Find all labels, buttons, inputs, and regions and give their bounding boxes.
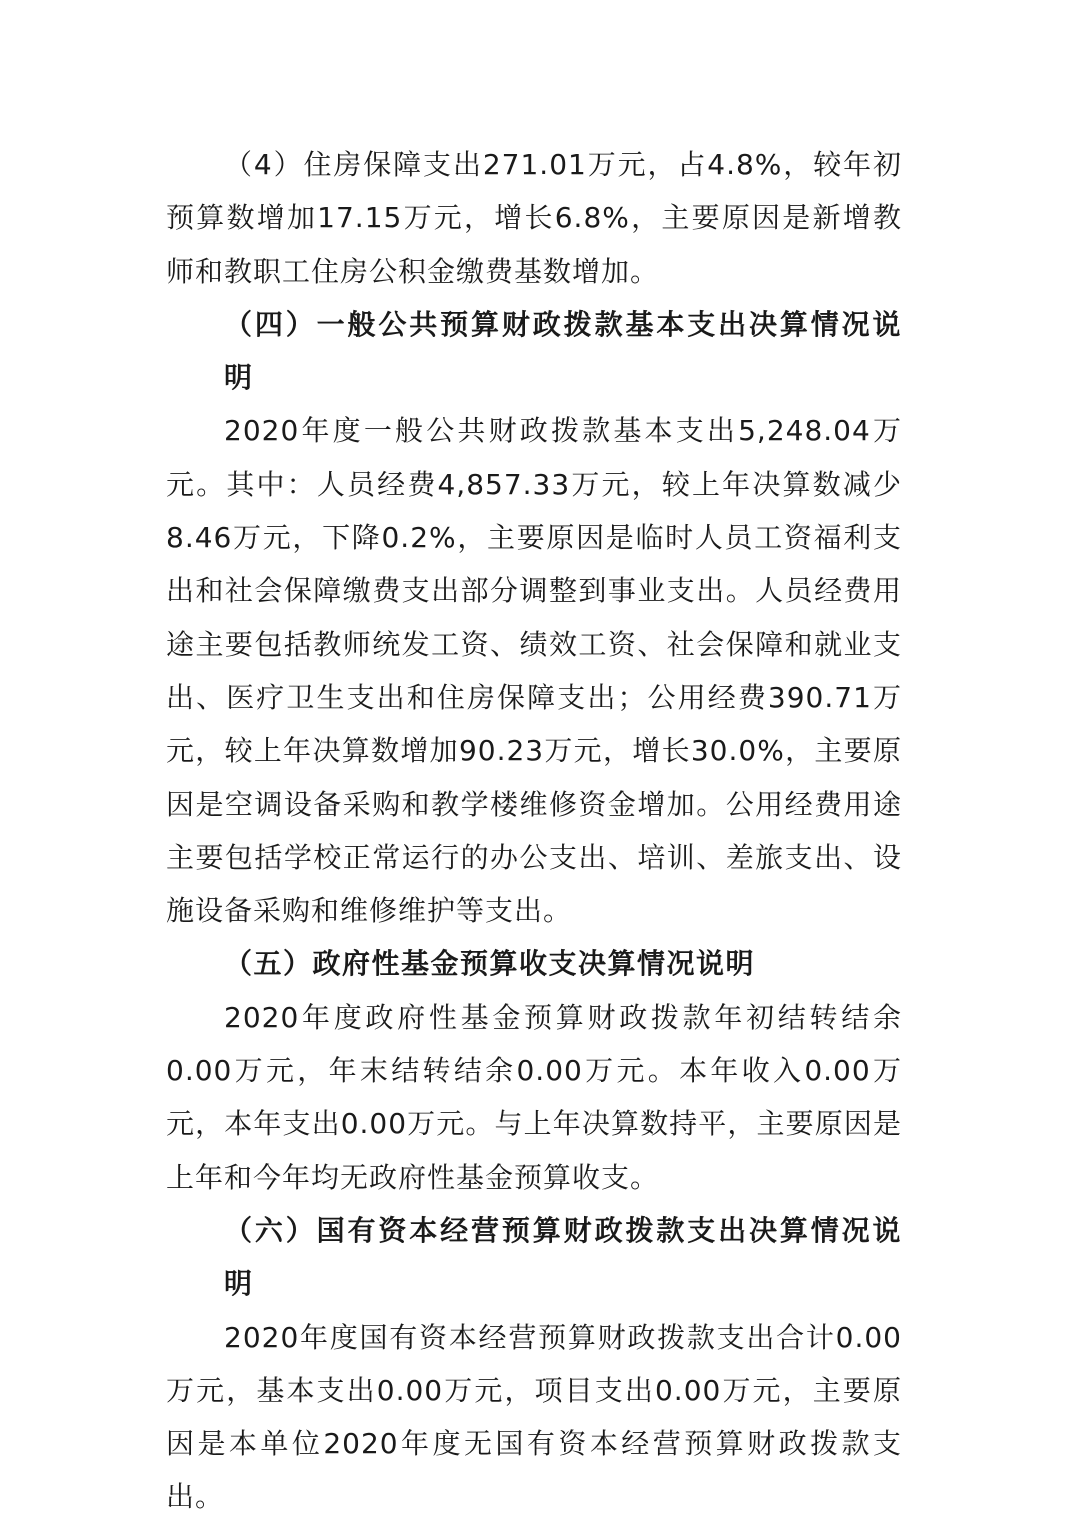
paragraph-state-capital: 2020年度国有资本经营预算财政拨款支出合计0.00万元，基本支出0.00万元，项目支出0.00万元，主要原因是本单位2020年度无国有资本经营预算财政拨款支出。 bbox=[166, 1320, 902, 1514]
section-heading-basic-expenditure: （四）一般公共预算财政拨款基本支出决算情况说明 bbox=[224, 307, 902, 395]
section-heading-government-fund: （五）政府性基金预算收支决算情况说明 bbox=[224, 947, 756, 981]
document-body bbox=[166, 138, 902, 1524]
paragraph-housing-expenditure: （4）住房保障支出271.01万元，占4.8%，较年初预算数增加17.15万元，增长6.8%，主要原因是新增教师和教职工住房公积金缴费基数增加。 bbox=[166, 148, 902, 288]
paragraph-government-fund: 2020年度政府性基金预算财政拨款年初结转结余0.00万元，年末结转结余0.00万元。本年收入0.00万元，本年支出0.00万元。与上年决算数持平，主要原因是上年和今年均无政府性基金预算收支。 bbox=[166, 1000, 902, 1194]
section-heading-state-capital: （六）国有资本经营预算财政拨款支出决算情况说明 bbox=[224, 1213, 902, 1301]
paragraph-basic-expenditure: 2020年度一般公共财政拨款基本支出5,248.04万元。其中：人员经费4,857.33万元，较上年决算数减少8.46万元，下降0.2%，主要原因是临时人员工资福利支出和社会保障缴费支出部分调整到事业支出。人员经费用途主要包括教师统发工资、绩效工资、社会保障和就业支出、医疗卫生支出和住房保障支出；公用经费390.71万元，较上年决算数增加90.23万元，增长30.0%，主要原因是空调设备采购和教学楼维修资金增加。公用经费用途主要包括学校正常运行的办公支出、培训、差旅支出、设施设备采购和维修维护等支出。 bbox=[166, 414, 902, 928]
